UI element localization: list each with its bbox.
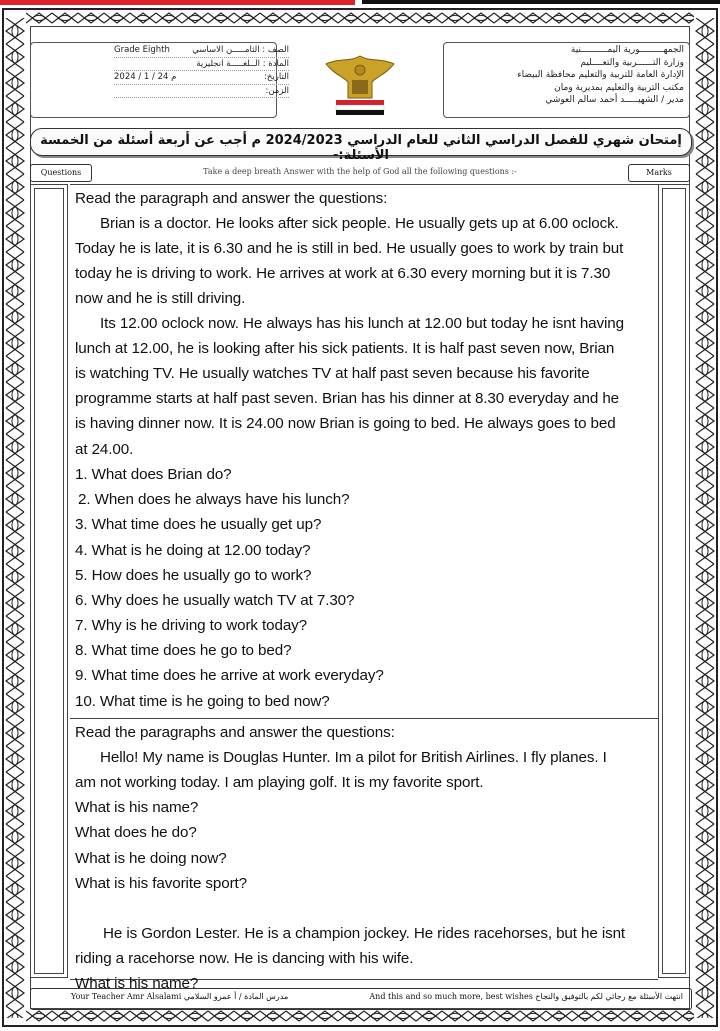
exam-title-box xyxy=(30,128,692,163)
eagle-emblem-icon xyxy=(320,52,400,118)
paragraph-line: programme starts at half past seven. Brian has his dinner at 8.30 everyday and he xyxy=(75,390,620,407)
top-black-bar xyxy=(362,0,720,4)
teacher-signature: Your Teacher Amr Alsalami مدرس المادة / أ عمرو السلامي xyxy=(71,992,289,1001)
directorate-line: الإدارة العامة للتربية والتعليم محافظة البيضاء xyxy=(517,70,684,80)
right-border-decoration xyxy=(694,18,716,1018)
question-content xyxy=(70,184,658,992)
exam-info xyxy=(114,44,289,98)
bottom-border-decoration xyxy=(26,1009,694,1023)
paragraph-line: He is Gordon Lester. He is a champion jockey. He rides racehorses, but he isnt xyxy=(103,925,626,942)
question-item: 2. When does he always have his lunch? xyxy=(78,491,350,508)
paragraph-line: now and he is still driving. xyxy=(75,290,246,307)
paragraph-line: Hello! My name is Douglas Hunter. Im a pilot for British Airlines. I fly planes. I xyxy=(100,749,607,766)
question-item: What is his name? xyxy=(75,799,199,816)
paragraph-line: today he is driving to work. He arrives at work at 6.30 every morning but it is 7.30 xyxy=(75,265,611,282)
grade-value: Grade Eighth xyxy=(114,45,170,55)
top-red-bar xyxy=(0,0,355,5)
paragraph-line: is watching TV. He usually watches TV at half past seven because his favorite xyxy=(75,365,590,382)
exam-instruction: Take a deep breath Answer with the help of God all the following questions :- xyxy=(203,167,517,176)
questions-column xyxy=(30,184,68,978)
time-label: الزمن: xyxy=(265,85,289,96)
question-item: 4. What is he doing at 12.00 today? xyxy=(75,542,311,559)
question-item: What is his favorite sport? xyxy=(75,875,248,892)
school-line: مدير / الشهيـــــد أحمد سالم العوشي xyxy=(545,95,684,105)
grade-label: الصف : الثامـــــن الاساسي xyxy=(192,45,289,55)
paragraph-line: at 24.00. xyxy=(75,441,134,458)
date-label: التاريخ: xyxy=(264,72,289,82)
section2-instruction: Read the paragraphs and answer the questions: xyxy=(75,724,395,741)
question-item: 10. What time is he going to bed now? xyxy=(75,693,330,710)
question-item: 8. What time does he go to bed? xyxy=(75,642,292,659)
questions-label: Questions xyxy=(30,164,92,182)
exam-header xyxy=(30,38,690,120)
section1-instruction: Read the paragraph and answer the questions: xyxy=(75,190,388,207)
top-border-decoration xyxy=(26,11,694,25)
question-bar xyxy=(30,164,690,182)
marks-column xyxy=(658,184,690,978)
ministry-line: وزارة التــــــربية والتعــــليم xyxy=(580,57,684,68)
question-item: What does he do? xyxy=(75,824,197,841)
paragraph-line: riding a racehorse now. He is dancing with his wife. xyxy=(75,950,414,967)
question-item: 6. Why does he usually watch TV at 7.30? xyxy=(75,592,355,609)
question-item: 5. How does he usually go to work? xyxy=(75,567,312,584)
closing-wishes: And this and so much more, best wishes انتهت الأسئلة مع رجائي لكم بالتوفيق والنجاح xyxy=(369,992,683,1001)
left-border-decoration xyxy=(4,18,26,1018)
question-item: 7. Why is he driving to work today? xyxy=(75,617,308,634)
paragraph-line: am not working today. I am playing golf. It is my favorite sport. xyxy=(75,774,484,791)
question-item: What is his name? xyxy=(75,975,199,992)
question-item: 1. What does Brian do? xyxy=(75,466,232,483)
office-line: مكتب التربية والتعليم بمديرية ومان xyxy=(554,82,684,93)
paragraph-line: Its 12.00 oclock now. He always has his lunch at 12.00 but today he isnt having xyxy=(100,315,624,332)
marks-label: Marks xyxy=(628,164,690,182)
ministry-info xyxy=(469,44,684,107)
section-divider xyxy=(70,718,658,719)
exam-footer xyxy=(30,988,692,1010)
question-item: 3. What time does he usually get up? xyxy=(75,516,322,533)
paragraph-line: lunch at 12.00, he is looking after his sick patients. It is half past seven now, Brian xyxy=(75,340,615,357)
paragraph-line: is having dinner now. It is 24.00 now Brian is going to bed. He always goes to bed xyxy=(75,415,616,432)
date-value: 2024 / 1 / 24 م xyxy=(114,72,177,82)
question-item: What is he doing now? xyxy=(75,850,227,867)
question-item: 9. What time does he arrive at work everyday? xyxy=(75,667,384,684)
subject-label: المادة : الــلغـــــة انجليزية xyxy=(196,58,289,69)
paragraph-line: Today he is late, it is 6.30 and he is still in bed. He usually goes to work by train but xyxy=(75,240,624,257)
paragraph-line: Brian is a doctor. He looks after sick people. He usually gets up at 6.00 oclock. xyxy=(100,215,619,232)
exam-title: إمتحان شهري للفصل الدراسي الثاني للعام الدراسي 2024/2023 م أجب عن أربعة أسئلة من الخمسة الأسئلة:- xyxy=(40,133,682,163)
country-line: الجمهـــــــــورية اليمــــــــــنية xyxy=(570,45,684,55)
